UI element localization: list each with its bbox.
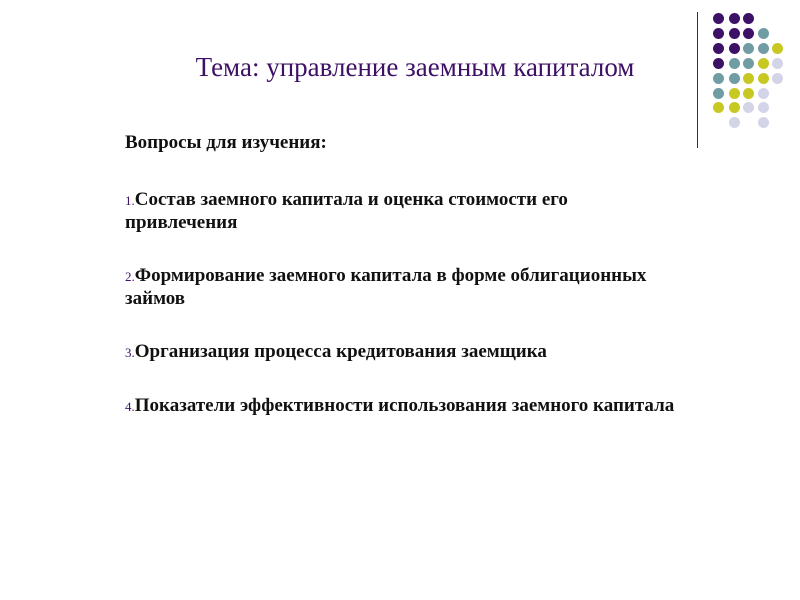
decorative-dot — [713, 88, 724, 99]
list-item — [125, 341, 685, 364]
decorative-dot — [758, 73, 769, 84]
decorative-dot — [713, 43, 724, 54]
decorative-dot — [743, 73, 754, 84]
item-text: Состав заемного капитала и оценка стоимости его привлечения — [125, 189, 568, 233]
decorative-dot — [729, 13, 740, 24]
slide-title: Тема: управление заемным капиталом — [195, 52, 635, 82]
decorative-dot — [713, 102, 724, 113]
decorative-dot — [772, 43, 783, 54]
item-number: 4. — [125, 399, 135, 414]
decorative-dot — [713, 13, 724, 24]
decorative-dot — [713, 73, 724, 84]
list-item — [125, 395, 685, 418]
decorative-dot — [758, 102, 769, 113]
decorative-dot — [729, 88, 740, 99]
slide-content — [125, 132, 685, 449]
item-text: Показатели эффективности использования заемного капитала — [134, 395, 675, 416]
decorative-dot — [729, 73, 740, 84]
item-text: Формирование заемного капитала в форме облигационных займов — [125, 265, 647, 309]
decorative-dot — [743, 13, 754, 24]
decorative-dot — [729, 102, 740, 113]
decorative-dot — [729, 28, 740, 39]
decorative-dot — [758, 28, 769, 39]
decorative-dot — [743, 102, 754, 113]
decorative-dot — [758, 58, 769, 69]
questions-heading: Вопросы для изучения: — [125, 132, 327, 153]
decorative-dot — [758, 43, 769, 54]
item-number: 1. — [125, 193, 135, 208]
list-item — [125, 189, 685, 234]
decorative-dot — [729, 117, 740, 128]
item-number: 2. — [125, 269, 135, 284]
decorative-dot — [743, 58, 754, 69]
decorative-dot — [713, 28, 724, 39]
decorative-dot — [772, 73, 783, 84]
decorative-dot — [743, 88, 754, 99]
decorative-dot — [743, 43, 754, 54]
vertical-divider — [697, 12, 698, 148]
decorative-dot — [758, 117, 769, 128]
decorative-dot — [772, 58, 783, 69]
item-number: 3. — [125, 345, 135, 360]
decorative-dot — [743, 28, 754, 39]
list-item — [125, 265, 685, 310]
decorative-dot — [713, 58, 724, 69]
decorative-dot — [729, 43, 740, 54]
decorative-dot — [729, 58, 740, 69]
decorative-dot — [758, 88, 769, 99]
item-text: Организация процесса кредитования заемщика — [134, 341, 547, 362]
